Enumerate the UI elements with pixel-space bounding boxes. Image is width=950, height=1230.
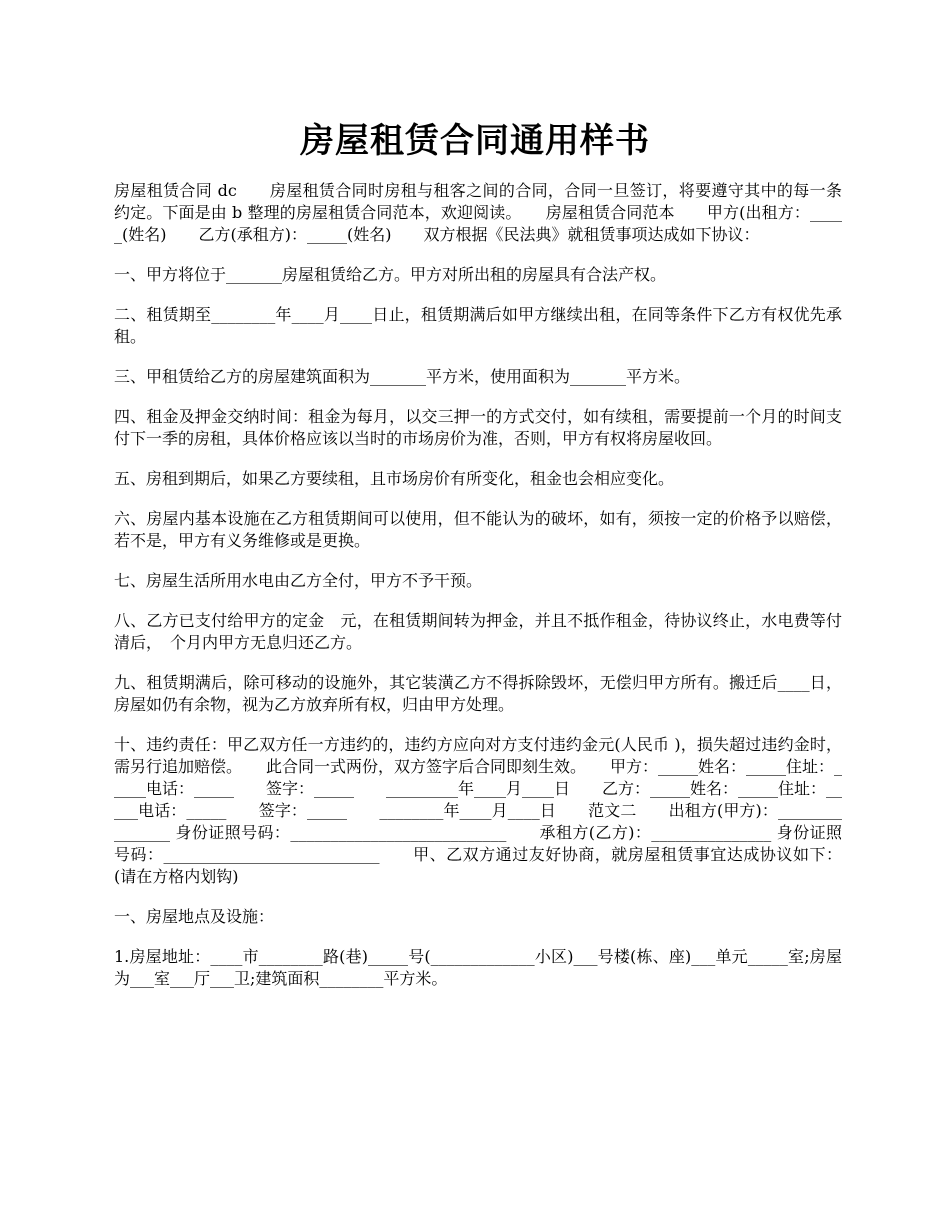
clause-7: 七、房屋生活所用水电由乙方全付，甲方不予干预。 <box>114 571 483 590</box>
clause-5: 五、房租到期后，如果乙方要续租，且市场房价有所变化，租金也会相应变化。 <box>114 469 675 488</box>
clause-1: 一、甲方将位于_______房屋租赁给乙方。甲方对所出租的房屋具有合法产权。 <box>114 265 667 284</box>
clause-3: 三、甲租赁给乙方的房屋建筑面积为_______平方米，使用面积为_______平方米。 <box>114 367 691 386</box>
intro-paragraph: 房屋租赁合同 dc 房屋租赁合同时房租与租客之间的合同，合同一旦签订，将要遵守其中的每一条约定。下面是由 b 整理的房屋租赁合同范本，欢迎阅读。 房屋租赁合同范本 甲方(出租方：_____(姓名) 乙方(承租方)：_____(姓名) 双方根据《民法典》就租赁事项达成如下协议： <box>114 181 842 244</box>
clause-10-and-signatures: 十、违约责任：甲乙双方任一方违约的，违约方应向对方支付违约金元(人民币 )，损失超过违约金时，需另行追加赔偿。 此合同一式两份，双方签字后合同即刻生效。 甲方：_____姓名：_____住址：_____电话：_____ 签字：_____ _________年____月____日 乙方：_____姓名：_____住址：_____电话：_____ 签字：_____ ________年____月____日 范文二 出租方(甲方)：_______________ 身份证照号码：___________________________ 承租方(乙方)：_______________ 身份证照号码：___________________________ 甲、乙双方通过友好协商，就房屋租赁事宜达成协议如下：(请在方格内划钩) <box>114 735 843 886</box>
clause-9: 九、租赁期满后，除可移动的设施外，其它装潢乙方不得拆除毁坏，无偿归甲方所有。搬迁后____日，房屋如仍有余物，视为乙方放弃所有权，归由甲方处理。 <box>114 673 842 714</box>
clause-8: 八、乙方已支付给甲方的定金 元，在租赁期间转为押金，并且不抵作租金，待协议终止，水电费等付清后， 个月内甲方无息归还乙方。 <box>114 611 842 652</box>
address-paragraph: 1.房屋地址：____市________路(巷)_____号(_____________小区)___号楼(栋、座)___单元_____室;房屋为___室___厅___卫;建筑面积________平方米。 <box>114 947 842 988</box>
document-body <box>114 180 842 1008</box>
clause-6: 六、房屋内基本设施在乙方租赁期间可以使用，但不能认为的破坏，如有，须按一定的价格予以赔偿，若不是，甲方有义务维修或是更换。 <box>114 509 842 550</box>
clause-2: 二、租赁期至________年____月____日止，租赁期满后如甲方继续出租，在同等条件下乙方有权优先承租。 <box>114 305 842 346</box>
clause-4: 四、租金及押金交纳时间：租金为每月，以交三押一的方式交付，如有续租，需要提前一个月的时间支付下一季的房租，具体价格应该以当时的市场房价为准，否则，甲方有权将房屋收回。 <box>114 407 842 448</box>
section-location-heading: 一、房屋地点及设施： <box>114 907 275 926</box>
document-title: 房屋租赁合同通用样书 <box>300 121 650 161</box>
